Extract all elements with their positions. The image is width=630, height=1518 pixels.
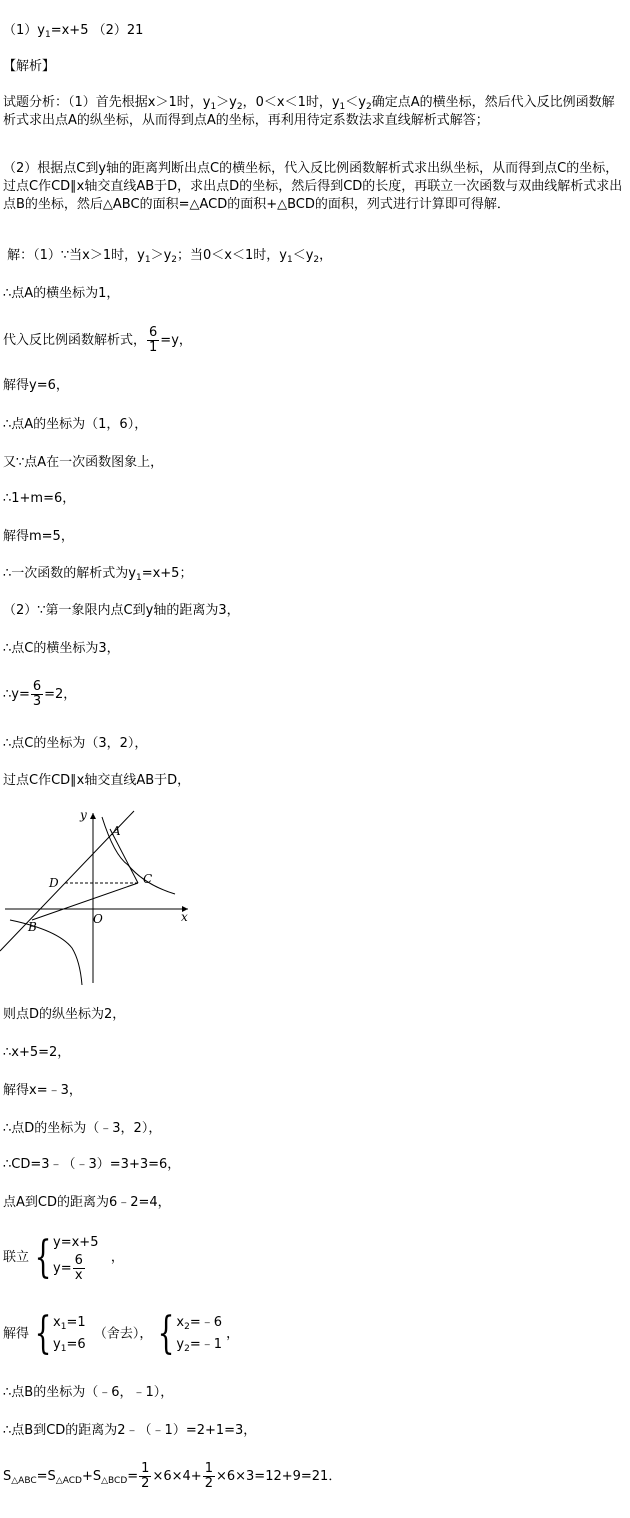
solution-line-fraction: 代入反比例函数解析式， $\frac{6}{1}$ =y， bbox=[3, 325, 192, 355]
solution-line: ∴点B的坐标为（﹣6，﹣1）， bbox=[3, 1385, 174, 1400]
solution-line-fraction: ∴y= $\frac{6}{3}$ =2， bbox=[3, 679, 77, 709]
label-b: B bbox=[28, 920, 37, 934]
label-x: x bbox=[181, 910, 188, 924]
solution-line: ∴点D的坐标为（﹣3，2）， bbox=[3, 1121, 162, 1136]
fraction: $\frac{6}{1}$ bbox=[149, 325, 158, 355]
solution-line: （2）∵第一象限内点C到y轴的距离为3， bbox=[3, 603, 240, 618]
solution-line: ∴点C的坐标为（3，2）， bbox=[3, 736, 148, 751]
fraction: $\frac{6}{3}$ bbox=[32, 679, 42, 709]
solution-line: ∴x+5=2， bbox=[3, 1045, 71, 1060]
label-o: O bbox=[93, 912, 103, 926]
solution-line: 解得x=﹣3， bbox=[3, 1083, 82, 1098]
solution-line: 过点C作CD∥x轴交直线AB于D， bbox=[3, 773, 191, 788]
solution-line: ∴点A的横坐标为1， bbox=[3, 286, 120, 301]
y-axis-arrow bbox=[90, 813, 96, 819]
solution-line-1: 解：（1）∵当x＞1时，$y_1>y_2$；当0＜x＜1时，$y_1<y_2$， bbox=[7, 248, 333, 265]
area-formula: $S_{\triangle ABC}=S_{\triangle ACD}+S_{\triangle BCD}=$ $\frac{1}{2}$ ×6×4+ $\frac{1}{2}$ ×6×3=12+9=21． bbox=[3, 1461, 342, 1491]
analysis-part1: 试题分析：（1）首先根据x＞1时，$y_1>y_2$，0＜x＜1时，$y_1<y_2$确定点A的横坐标，然后代入反比例函数解析式求出点A的纵坐标，从而得到点A的坐标，再利用待定系数法求直线解析式解答； bbox=[3, 95, 615, 128]
function-graph bbox=[0, 803, 200, 993]
answer-line: $(1)y_1=x+5$ （2）21 bbox=[3, 23, 144, 40]
solution-line: ∴一次函数的解析式为$y_1=x+5$； bbox=[3, 566, 193, 583]
solution-line: ∴点B到CD的距离为2﹣（﹣1）=2+1=3， bbox=[3, 1423, 257, 1438]
solution-line: 解得y=6， bbox=[3, 378, 69, 393]
label-a: A bbox=[112, 824, 121, 838]
solution-system: 解得 { $x_1=1$ $y_1=6$ （舍去）， { $x_2=﹣6$ $y_2=﹣1$ ， bbox=[3, 1308, 240, 1359]
analysis-part2: （2）根据点C到y轴的距离判断出点C的横坐标，代入反比例函数解析式求出纵坐标，从而得到点C的坐标，过点C作CD∥x轴交直线AB于D，求出点D的坐标，然后得到CD的长度，再联立一次函数与双曲线解析式求出点B的坐标，然后△ABC的面积=△ACD的面积+△BCD的面积，列式进行计算即可得解． bbox=[3, 161, 623, 212]
solution-line: 解得m=5， bbox=[3, 529, 74, 544]
label-c: C bbox=[143, 872, 153, 886]
solution-line: 点A到CD的距离为6﹣2=4， bbox=[3, 1195, 171, 1210]
label-d: D bbox=[49, 876, 59, 890]
solution-line: 则点D的纵坐标为2， bbox=[3, 1007, 126, 1022]
equation-system: 联立 { y=x+5 y= $\frac{6}{x}$ ， bbox=[3, 1231, 124, 1283]
analysis-heading: 【解析】 bbox=[3, 59, 56, 74]
solution-line: ∴点C的横坐标为3， bbox=[3, 641, 120, 656]
solution-line: ∴1+m=6， bbox=[3, 491, 76, 506]
solution-line: 又∵点A在一次函数图象上， bbox=[3, 455, 164, 470]
label-y: y bbox=[80, 808, 87, 822]
solution-line: ∴点A的坐标为（1，6）， bbox=[3, 417, 148, 432]
solution-line: ∴CD=3﹣（﹣3）=3+3=6， bbox=[3, 1157, 181, 1172]
